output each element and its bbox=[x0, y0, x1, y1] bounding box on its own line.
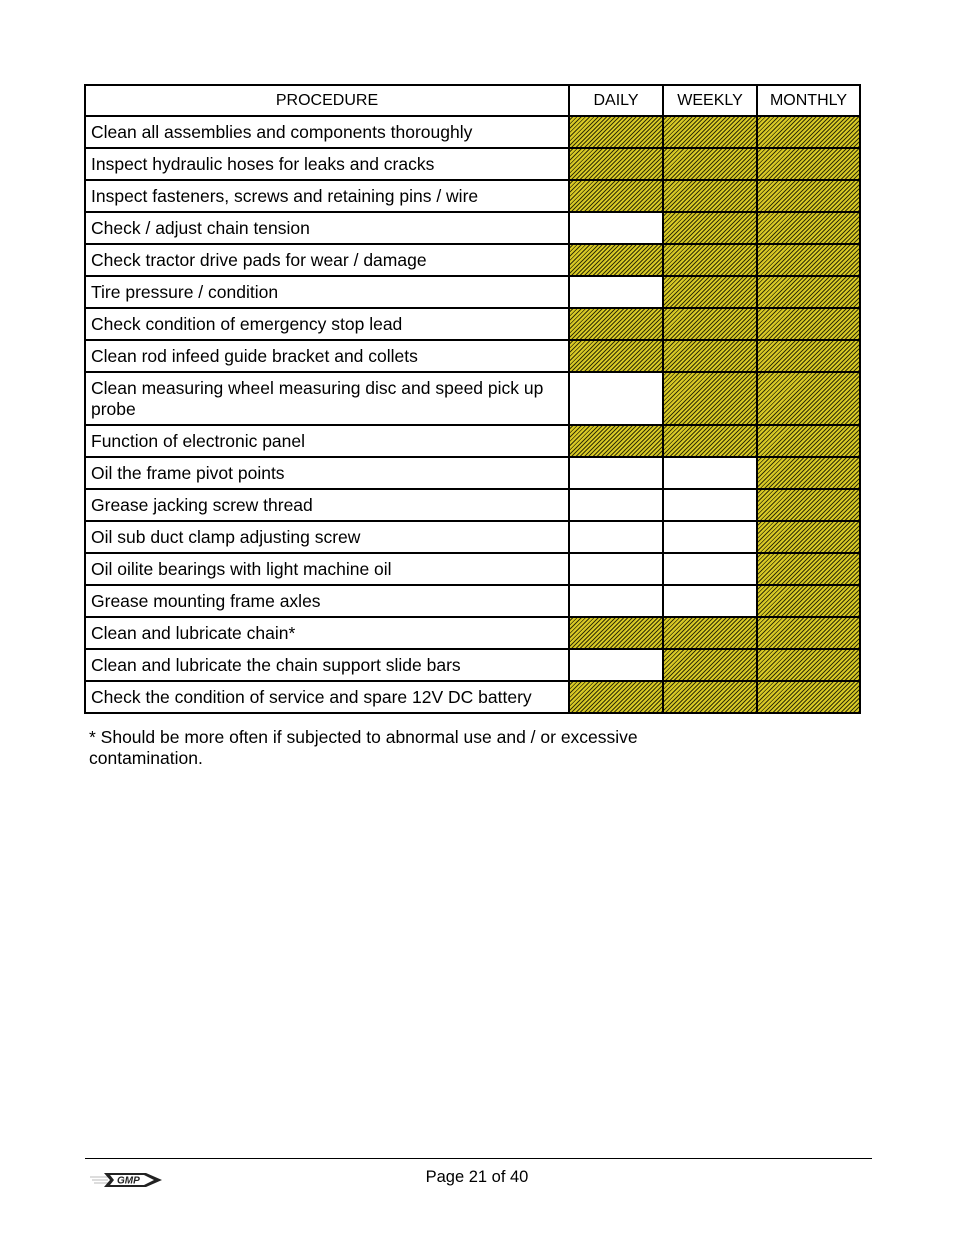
weekly-cell-empty bbox=[663, 585, 757, 617]
monthly-cell-marked bbox=[757, 553, 860, 585]
header-weekly: WEEKLY bbox=[663, 85, 757, 116]
daily-cell-marked bbox=[569, 308, 663, 340]
monthly-cell-marked bbox=[757, 212, 860, 244]
table-row bbox=[85, 489, 860, 521]
monthly-cell-marked bbox=[757, 681, 860, 713]
daily-cell-marked bbox=[569, 244, 663, 276]
weekly-cell-marked bbox=[663, 681, 757, 713]
footer-divider bbox=[85, 1158, 872, 1159]
table-row bbox=[85, 457, 860, 489]
maintenance-schedule-table bbox=[84, 84, 861, 714]
procedure-cell: Tire pressure / condition bbox=[85, 276, 569, 308]
weekly-cell-empty bbox=[663, 553, 757, 585]
procedure-cell: Grease mounting frame axles bbox=[85, 585, 569, 617]
weekly-cell-empty bbox=[663, 521, 757, 553]
procedure-cell: Oil oilite bearings with light machine oil bbox=[85, 553, 569, 585]
monthly-cell-marked bbox=[757, 372, 860, 425]
weekly-cell-marked bbox=[663, 148, 757, 180]
table-row bbox=[85, 649, 860, 681]
table-row bbox=[85, 425, 860, 457]
monthly-cell-marked bbox=[757, 649, 860, 681]
monthly-cell-marked bbox=[757, 276, 860, 308]
table-row bbox=[85, 244, 860, 276]
table-row bbox=[85, 553, 860, 585]
monthly-cell-marked bbox=[757, 489, 860, 521]
footnote: * Should be more often if subjected to abnormal use and / or excessive contamination. bbox=[89, 727, 638, 768]
header-procedure: PROCEDURE bbox=[85, 85, 569, 116]
table-row bbox=[85, 521, 860, 553]
daily-cell-empty bbox=[569, 649, 663, 681]
daily-cell-marked bbox=[569, 425, 663, 457]
weekly-cell-marked bbox=[663, 308, 757, 340]
header-monthly: MONTHLY bbox=[757, 85, 860, 116]
monthly-cell-marked bbox=[757, 308, 860, 340]
table-row bbox=[85, 116, 860, 148]
procedure-cell: Clean and lubricate chain* bbox=[85, 617, 569, 649]
procedure-cell: Inspect fasteners, screws and retaining pins / wire bbox=[85, 180, 569, 212]
daily-cell-empty bbox=[569, 276, 663, 308]
table-header-row bbox=[85, 85, 860, 116]
table-row bbox=[85, 180, 860, 212]
weekly-cell-marked bbox=[663, 180, 757, 212]
weekly-cell-marked bbox=[663, 372, 757, 425]
table-row bbox=[85, 617, 860, 649]
daily-cell-marked bbox=[569, 148, 663, 180]
daily-cell-empty bbox=[569, 585, 663, 617]
monthly-cell-marked bbox=[757, 585, 860, 617]
daily-cell-empty bbox=[569, 457, 663, 489]
daily-cell-empty bbox=[569, 489, 663, 521]
weekly-cell-marked bbox=[663, 276, 757, 308]
daily-cell-marked bbox=[569, 180, 663, 212]
procedure-cell: Check tractor drive pads for wear / damage bbox=[85, 244, 569, 276]
weekly-cell-empty bbox=[663, 489, 757, 521]
procedure-cell: Inspect hydraulic hoses for leaks and cracks bbox=[85, 148, 569, 180]
procedure-cell: Check the condition of service and spare 12V DC battery bbox=[85, 681, 569, 713]
procedure-cell: Clean and lubricate the chain support slide bars bbox=[85, 649, 569, 681]
monthly-cell-marked bbox=[757, 244, 860, 276]
table-row bbox=[85, 681, 860, 713]
logo-text: GMP bbox=[117, 1175, 140, 1187]
weekly-cell-marked bbox=[663, 116, 757, 148]
weekly-cell-marked bbox=[663, 212, 757, 244]
weekly-cell-marked bbox=[663, 425, 757, 457]
table-row bbox=[85, 212, 860, 244]
procedure-cell: Oil the frame pivot points bbox=[85, 457, 569, 489]
table-row bbox=[85, 276, 860, 308]
header-daily: DAILY bbox=[569, 85, 663, 116]
table-row bbox=[85, 148, 860, 180]
daily-cell-marked bbox=[569, 116, 663, 148]
weekly-cell-marked bbox=[663, 244, 757, 276]
table-body bbox=[85, 116, 860, 713]
table-row bbox=[85, 585, 860, 617]
monthly-cell-marked bbox=[757, 457, 860, 489]
monthly-cell-marked bbox=[757, 116, 860, 148]
monthly-cell-marked bbox=[757, 521, 860, 553]
procedure-cell: Clean measuring wheel measuring disc and speed pick up probe bbox=[85, 372, 569, 425]
weekly-cell-marked bbox=[663, 649, 757, 681]
daily-cell-empty bbox=[569, 521, 663, 553]
procedure-cell: Clean rod infeed guide bracket and collets bbox=[85, 340, 569, 372]
daily-cell-empty bbox=[569, 212, 663, 244]
procedure-cell: Check condition of emergency stop lead bbox=[85, 308, 569, 340]
procedure-cell: Grease jacking screw thread bbox=[85, 489, 569, 521]
daily-cell-marked bbox=[569, 340, 663, 372]
daily-cell-empty bbox=[569, 553, 663, 585]
procedure-cell: Check / adjust chain tension bbox=[85, 212, 569, 244]
monthly-cell-marked bbox=[757, 180, 860, 212]
table-row bbox=[85, 340, 860, 372]
monthly-cell-marked bbox=[757, 148, 860, 180]
daily-cell-marked bbox=[569, 617, 663, 649]
procedure-cell: Oil sub duct clamp adjusting screw bbox=[85, 521, 569, 553]
daily-cell-empty bbox=[569, 372, 663, 425]
monthly-cell-marked bbox=[757, 617, 860, 649]
weekly-cell-empty bbox=[663, 457, 757, 489]
procedure-cell: Function of electronic panel bbox=[85, 425, 569, 457]
table-row bbox=[85, 308, 860, 340]
weekly-cell-marked bbox=[663, 340, 757, 372]
table-row bbox=[85, 372, 860, 425]
procedure-cell: Clean all assemblies and components thoroughly bbox=[85, 116, 569, 148]
weekly-cell-marked bbox=[663, 617, 757, 649]
daily-cell-marked bbox=[569, 681, 663, 713]
page-number: Page 21 of 40 bbox=[425, 1168, 529, 1186]
monthly-cell-marked bbox=[757, 340, 860, 372]
monthly-cell-marked bbox=[757, 425, 860, 457]
